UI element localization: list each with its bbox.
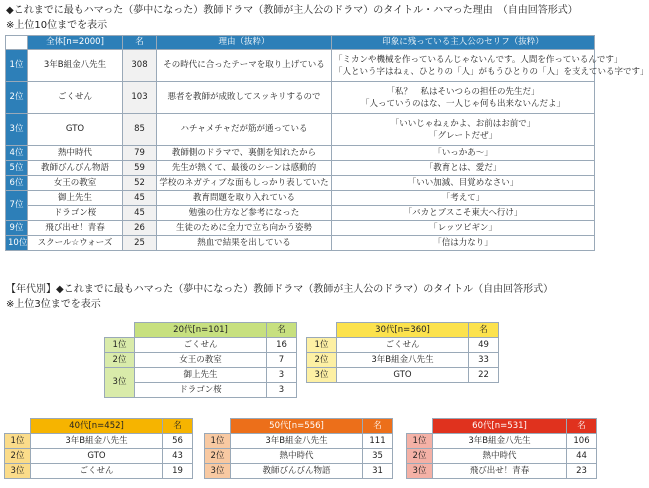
title-cell: 3年B組金八先生 <box>337 353 469 368</box>
count-cell: 45 <box>123 191 157 206</box>
count-cell: 16 <box>267 338 297 353</box>
quote-line: 「グレートだぜ」 <box>428 130 497 141</box>
reason-cell: 生徒のために全力で立ち向かう姿勢 <box>157 221 332 236</box>
header-60s: 60代[n=531] <box>433 419 567 434</box>
table-row <box>105 338 297 353</box>
quote-cell <box>332 50 649 82</box>
header-30s: 30代[n=360] <box>337 323 469 338</box>
rank-cell: 3位 <box>6 114 28 146</box>
rank-cell: 1位 <box>105 338 135 353</box>
rank-cell: 3位 <box>105 368 135 398</box>
rank-cell: 3位 <box>307 368 337 383</box>
header-count: 名 <box>567 419 597 434</box>
title-cell: ごくせん <box>135 338 267 353</box>
title-cell: 3年B組金八先生 <box>31 434 163 449</box>
rank-cell: 10位 <box>6 236 28 251</box>
title-cell: GTO <box>28 114 123 146</box>
title-cell: ごくせん <box>31 464 163 479</box>
rank-cell: 2位 <box>307 353 337 368</box>
quote-line: 「私？ 私はそいつらの担任の先生だ」 <box>386 86 540 97</box>
count-cell: 49 <box>469 338 499 353</box>
table-row <box>105 368 297 383</box>
count-cell: 52 <box>123 176 157 191</box>
table-row <box>205 434 393 449</box>
count-cell: 22 <box>469 368 499 383</box>
rank-cell: 9位 <box>6 221 28 236</box>
table-row <box>6 146 595 161</box>
count-cell: 3 <box>267 383 297 398</box>
note-top3: ※上位3位までを表示 <box>6 299 101 310</box>
quote-line: 「ミカンや機械を作っているんじゃないんです。人間を作っているんです」 <box>334 54 623 65</box>
count-cell: 103 <box>123 82 157 114</box>
rank-cell: 3位 <box>5 464 31 479</box>
rank-cell: 7位 <box>6 191 28 221</box>
title-cell: 熱中時代 <box>433 449 567 464</box>
reason-cell: 熱血で結果を出している <box>157 236 332 251</box>
table-row <box>407 434 597 449</box>
title-cell: 飛び出せ！青春 <box>28 221 123 236</box>
rank-cell: 5位 <box>6 161 28 176</box>
table-row <box>307 338 499 353</box>
quote-cell: 「バカとブスこそ東大へ行け」 <box>332 206 595 221</box>
count-cell: 111 <box>363 434 393 449</box>
title-cell: 熱中時代 <box>28 146 123 161</box>
title-cell: GTO <box>31 449 163 464</box>
rank-cell: 2位 <box>407 449 433 464</box>
quote-line: 「いいじゃねぇかよ、お前はお前で」 <box>390 118 536 129</box>
table-row <box>6 206 595 221</box>
title-cell: 女王の教室 <box>28 176 123 191</box>
title-cell: 3年B組金八先生 <box>433 434 567 449</box>
reason-cell: 先生が熱くて、最後のシーンは感動的 <box>157 161 332 176</box>
table-row <box>6 176 595 191</box>
header-count: 名 <box>163 419 193 434</box>
count-cell: 308 <box>123 50 157 82</box>
table-row <box>205 449 393 464</box>
count-cell: 19 <box>163 464 193 479</box>
age-60s-table <box>406 418 597 479</box>
header-20s: 20代[n=101] <box>135 323 267 338</box>
count-cell: 26 <box>123 221 157 236</box>
table-row <box>6 50 595 82</box>
header-count: 名 <box>469 323 499 338</box>
count-cell: 56 <box>163 434 193 449</box>
age-50s-table <box>204 418 393 479</box>
table-row <box>407 449 597 464</box>
quote-line: 「人っていうのはな、一人じゃ何も出来ないんだよ」 <box>360 98 565 109</box>
rank-cell: 2位 <box>105 353 135 368</box>
rank-cell: 3位 <box>205 464 231 479</box>
table-row <box>5 434 193 449</box>
quote-cell: 「考えて」 <box>332 191 595 206</box>
header-count: 名 <box>363 419 393 434</box>
title-cell: GTO <box>337 368 469 383</box>
quote-cell: 「レッツビギン」 <box>332 221 595 236</box>
reason-cell: ハチャメチャだが筋が通っている <box>157 114 332 146</box>
quote-line: 「人という字はねぇ、ひとりの「人」がもうひとりの「人」を支えている字です」 <box>334 66 649 77</box>
reason-cell: 悪者を教師が成敗してスッキリするので <box>157 82 332 114</box>
count-cell: 33 <box>469 353 499 368</box>
quote-cell: 「信は力なり」 <box>332 236 595 251</box>
rank-cell: 6位 <box>6 176 28 191</box>
count-cell: 23 <box>567 464 597 479</box>
count-cell: 43 <box>163 449 193 464</box>
reason-cell: 教育問題を取り入れている <box>157 191 332 206</box>
count-cell: 7 <box>267 353 297 368</box>
note-top10: ※上位10位までを表示 <box>6 20 108 31</box>
table-row <box>6 236 595 251</box>
count-cell: 79 <box>123 146 157 161</box>
age-30s-table <box>306 322 499 383</box>
table-row <box>407 464 597 479</box>
title-cell: 熱中時代 <box>231 449 363 464</box>
table-row <box>6 221 595 236</box>
count-cell: 85 <box>123 114 157 146</box>
page-title: ◆これまでに最もハマった（夢中になった）教師ドラマ（教師が主人公のドラマ）のタイトル・ハマった理由 （自由回答形式） <box>6 5 578 16</box>
table-row <box>6 161 595 176</box>
reason-cell: 教師側のドラマで、裏側を知れたから <box>157 146 332 161</box>
title-cell: 教師びんびん物語 <box>231 464 363 479</box>
quote-cell <box>332 114 595 146</box>
table-row <box>6 191 595 206</box>
overall-ranking-table <box>5 35 649 251</box>
rank-cell: 1位 <box>205 434 231 449</box>
reason-cell: 学校のネガティブな面もしっかり表していた <box>157 176 332 191</box>
title-cell: ごくせん <box>337 338 469 353</box>
rank-cell: 4位 <box>6 146 28 161</box>
table-row <box>5 449 193 464</box>
quote-cell <box>332 82 595 114</box>
count-cell: 106 <box>567 434 597 449</box>
rank-cell: 1位 <box>307 338 337 353</box>
header-quote: 印象に残っている主人公のセリフ（抜粋） <box>332 36 595 50</box>
rank-cell: 1位 <box>6 50 28 82</box>
rank-cell: 3位 <box>407 464 433 479</box>
title-cell: 女王の教室 <box>135 353 267 368</box>
header-count: 名 <box>267 323 297 338</box>
count-cell: 44 <box>567 449 597 464</box>
table-row <box>6 82 595 114</box>
title-cell: スクール☆ウォーズ <box>28 236 123 251</box>
header-count: 名 <box>123 36 157 50</box>
quote-cell: 「教育とは、愛だ」 <box>332 161 595 176</box>
rank-cell: 2位 <box>6 82 28 114</box>
count-cell: 25 <box>123 236 157 251</box>
reason-cell: その時代に合ったテーマを取り上げている <box>157 50 332 82</box>
title-cell: 御上先生 <box>28 191 123 206</box>
title-cell: 教師びんびん物語 <box>28 161 123 176</box>
reason-cell: 勉強の仕方など参考になった <box>157 206 332 221</box>
count-cell: 45 <box>123 206 157 221</box>
table-row <box>205 464 393 479</box>
header-reason: 理由（抜粋） <box>157 36 332 50</box>
table-row <box>307 368 499 383</box>
age-section-title: 【年代別】◆これまでに最もハマった（夢中になった）教師ドラマ（教師が主人公のドラマ）のタイトル（自由回答形式） <box>6 284 554 295</box>
title-cell: 3年B組金八先生 <box>231 434 363 449</box>
header-50s: 50代[n=556] <box>231 419 363 434</box>
header-40s: 40代[n=452] <box>31 419 163 434</box>
table-row <box>5 464 193 479</box>
table-row <box>105 353 297 368</box>
count-cell: 35 <box>363 449 393 464</box>
title-cell: 飛び出せ！青春 <box>433 464 567 479</box>
rank-cell: 2位 <box>5 449 31 464</box>
count-cell: 3 <box>267 368 297 383</box>
rank-cell: 1位 <box>5 434 31 449</box>
table-row <box>6 114 595 146</box>
title-cell: ごくせん <box>28 82 123 114</box>
title-cell: ドラゴン桜 <box>135 383 267 398</box>
age-40s-table <box>4 418 193 479</box>
count-cell: 31 <box>363 464 393 479</box>
age-20s-table <box>104 322 297 398</box>
title-cell: ドラゴン桜 <box>28 206 123 221</box>
count-cell: 59 <box>123 161 157 176</box>
rank-cell: 2位 <box>205 449 231 464</box>
quote-cell: 「いい加減、目覚めなさい」 <box>332 176 595 191</box>
title-cell: 御上先生 <box>135 368 267 383</box>
header-rank <box>6 36 28 50</box>
header-overall: 全体[n=2000] <box>28 36 123 50</box>
table-row <box>307 353 499 368</box>
rank-cell: 1位 <box>407 434 433 449</box>
title-cell: 3年B組金八先生 <box>28 50 123 82</box>
quote-cell: 「いっかあ～」 <box>332 146 595 161</box>
